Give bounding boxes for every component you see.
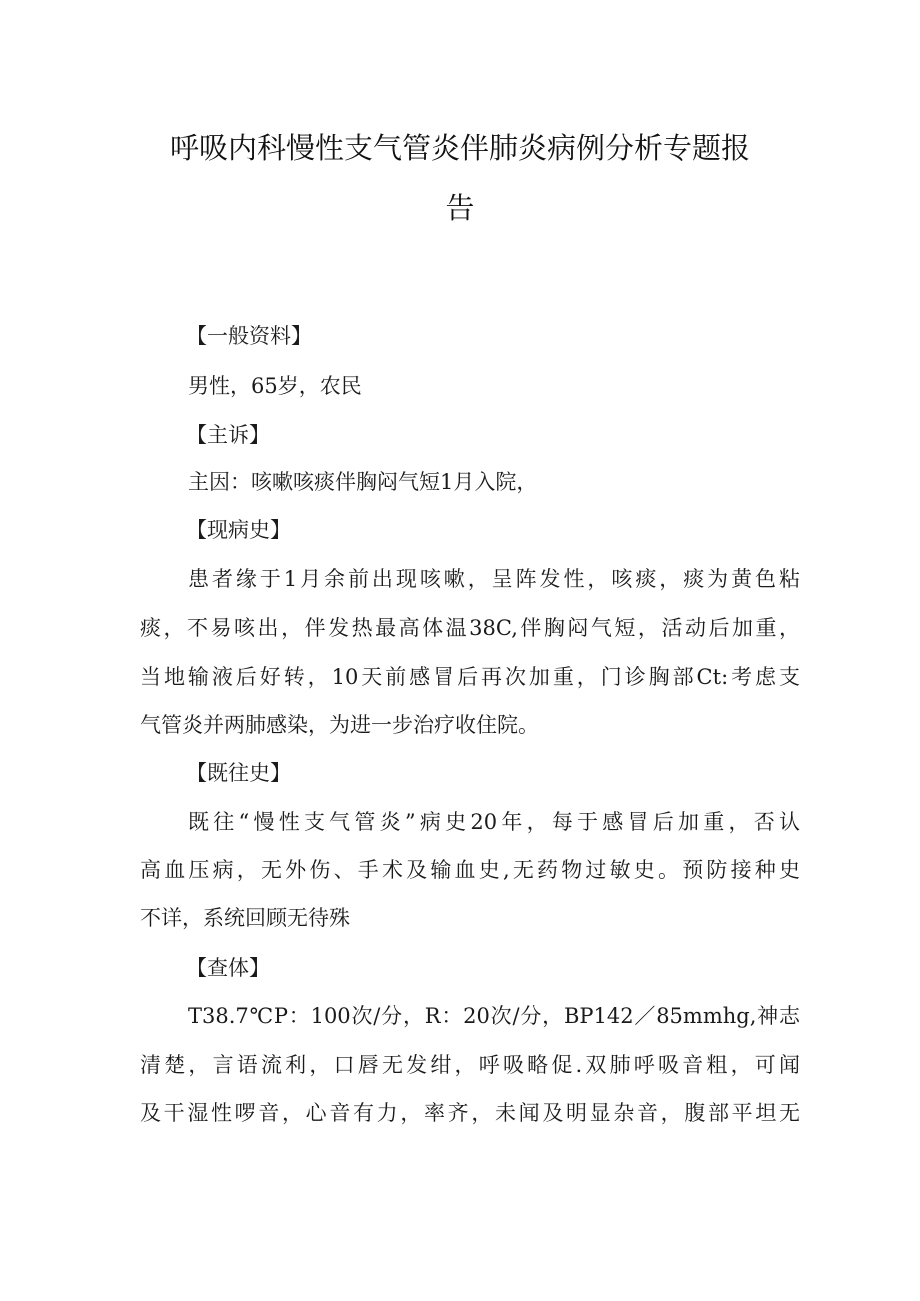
exam-line: 及干湿性啰音，心音有力，率齐，未闻及明显杂音，腹部平坦无 (140, 1101, 800, 1125)
past-history-line: 既往“慢性支气管炎”病史20年，每于感冒后加重，否认 (188, 810, 800, 834)
exam-line: 清楚，言语流利，口唇无发绀，呼吸略促.双肺呼吸音粗，可闻 (140, 1053, 800, 1077)
past-history-line: 不详，系统回顾无待殊 (140, 906, 350, 930)
general-info-line: 男性，65岁，农民 (188, 374, 362, 398)
exam-line: T38.7℃P：100次/分，R：20次/分，BP142／85mmhg,神志 (188, 1004, 800, 1028)
section-heading-complaint: 【主诉】 (186, 423, 270, 447)
section-heading-present-history: 【现病史】 (186, 518, 291, 542)
past-history-line: 高血压病，无外伤、手术及输血史,无药物过敏史。预防接种史 (140, 858, 800, 882)
document-title-line-2: 告 (445, 191, 475, 225)
complaint-line: 主因：咳嗽咳痰伴胸闷气短1月入院， (188, 470, 538, 494)
present-history-line: 痰，不易咳出，伴发热最高体温38C,伴胸闷气短，活动后加重， (140, 616, 800, 640)
section-heading-exam: 【查体】 (186, 956, 270, 980)
present-history-line: 当地输液后好转，10天前感冒后再次加重，门诊胸部Ct:考虑支 (140, 665, 800, 689)
section-heading-past-history: 【既往史】 (186, 761, 291, 785)
present-history-line: 气管炎并两肺感染，为进一步治疗收住院。 (140, 713, 539, 737)
section-heading-general: 【一般资料】 (186, 324, 312, 348)
present-history-line: 患者缘于1月余前出现咳嗽，呈阵发性，咳痰，痰为黄色粘 (188, 567, 800, 591)
document-title-line-1: 呼吸内科慢性支气管炎伴肺炎病例分析专题报 (169, 131, 750, 165)
